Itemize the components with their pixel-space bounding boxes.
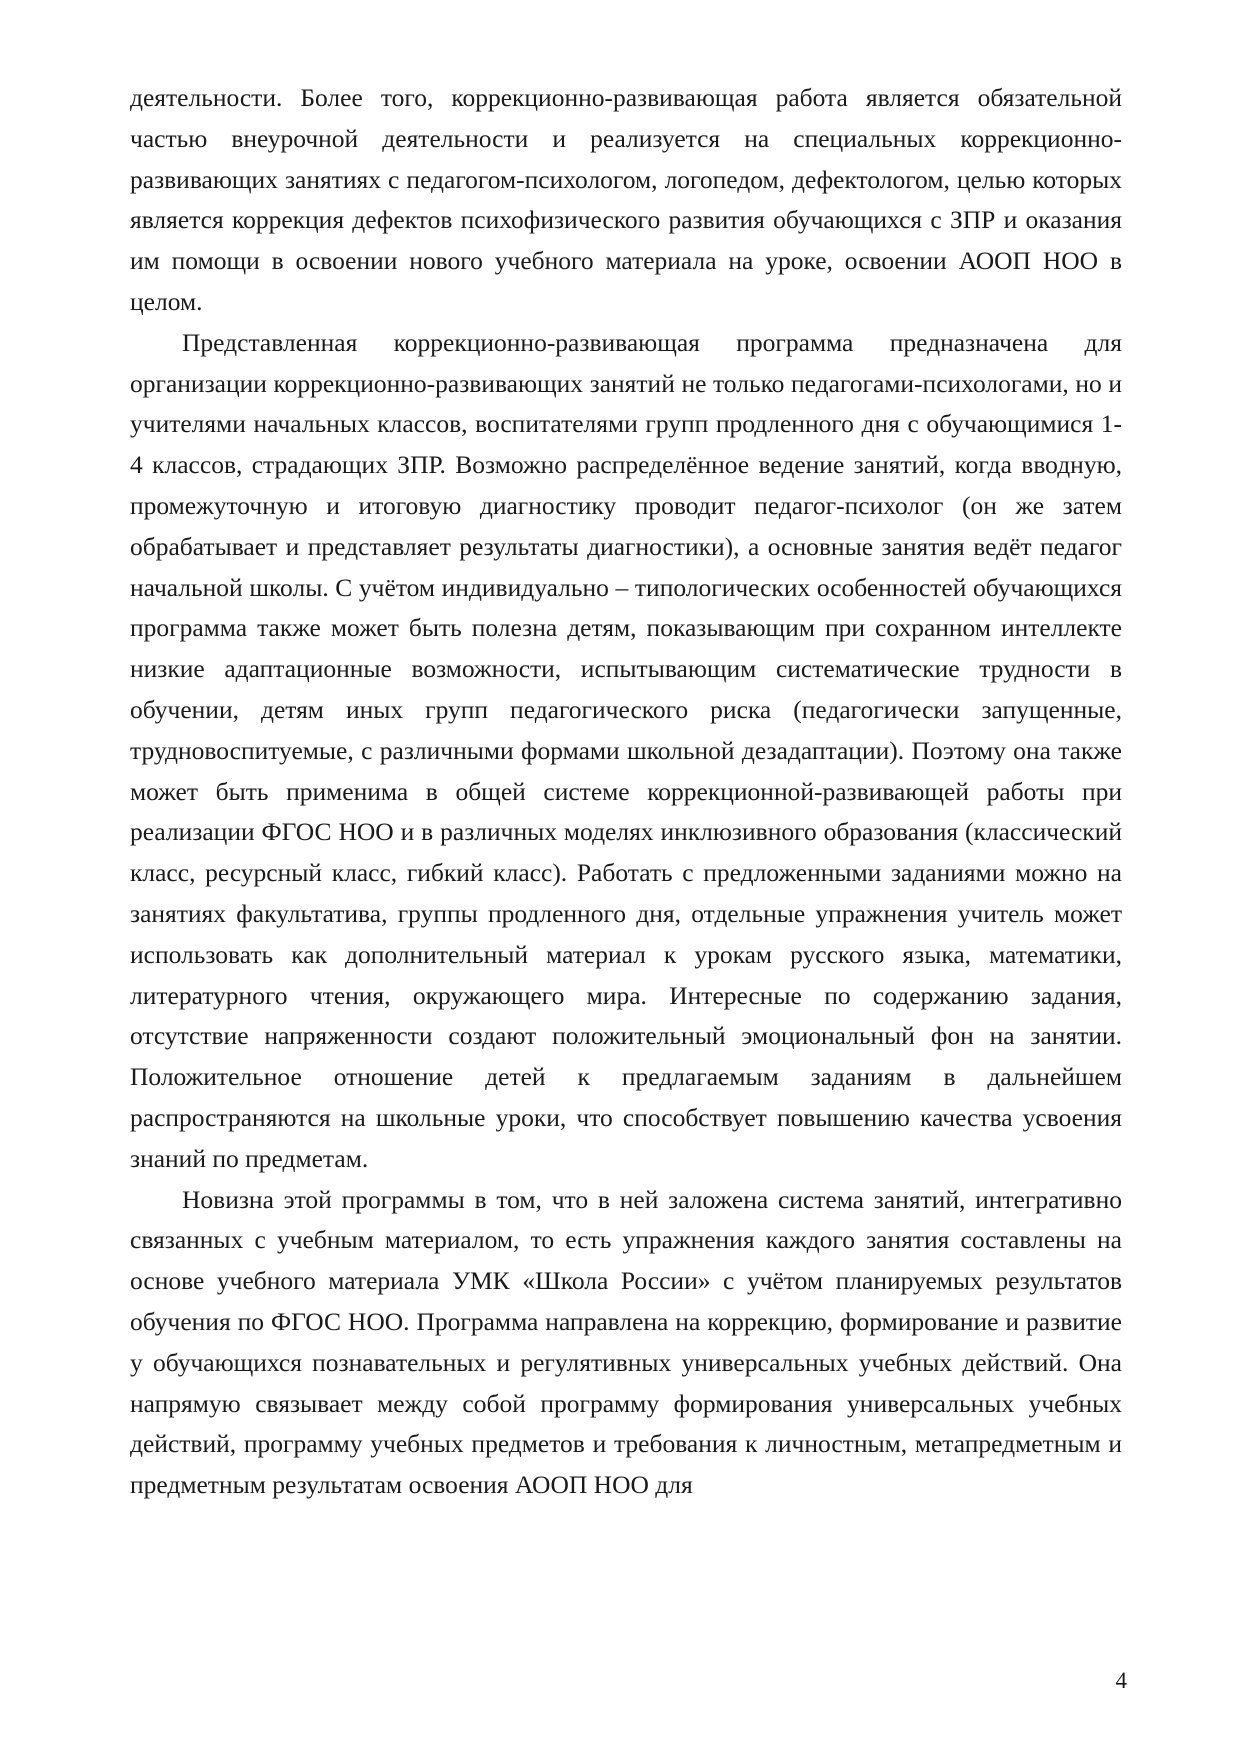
- page-number: 4: [1115, 1668, 1127, 1693]
- paragraph-program-purpose: Представленная коррекционно-развивающая программа предназначена для организации коррекционно-развивающих занятий не только педагогами-психологами, но и учителями начальных классов, воспитателями групп продленного дня с обучающимися 1-4 классов, страдающих ЗПР. Возможно распределённое ведение занятий, когда вводную, промежуточную и итоговую диагностику проводит педагог-психолог (он же затем обрабатывает и представляет результаты диагностики), а основные занятия ведёт педагог начальной школы. С учётом индивидуально – типологических особенностей обучающихся программа также может быть полезна детям, показывающим при сохранном интеллекте низкие адаптационные возможности, испытывающим систематические трудности в обучении, детям иных групп педагогического риска (педагогически запущенные, трудновоспитуемые, с различными формами школьной дезадаптации). Поэтому она также может быть применима в общей системе коррекционной-развивающей работы при реализации ФГОС НОО и в различных моделях инклюзивного образования (классический класс, ресурсный класс, гибкий класс). Работать с предложенными заданиями можно на занятиях факультатива, группы продленного дня, отдельные упражнения учитель может использовать как дополнительный материал к урокам русского языка, математики, литературного чтения, окружающего мира. Интересные по содержанию задания, отсутствие напряженности создают положительный эмоциональный фон на занятии. Положительное отношение детей к предлагаемым заданиям в дальнейшем распространяются на школьные уроки, что способствует повышению качества усвоения знаний по предметам.: [130, 327, 1122, 1173]
- paragraph-program-novelty: Новизна этой программы в том, что в ней заложена система занятий, интегративно связанных с учебным материалом, то есть упражнения каждого занятия составлены на основе учебного материала УМК «Школа России» с учётом планируемых результатов обучения по ФГОС НОО. Программа направлена на коррекцию, формирование и развитие у обучающихся познавательных и регулятивных универсальных учебных действий. Она напрямую связывает между собой программу формирования универсальных учебных действий, программу учебных предметов и требования к личностным, метапредметным и предметным результатам освоения АООП НОО для: [130, 1184, 1122, 1500]
- paragraph-continuation: деятельности. Более того, коррекционно-развивающая работа является обязательной частью внеурочной деятельности и реализуется на специальных коррекционно-развивающих занятиях с педагогом-психологом, логопедом, дефектологом, целью которых является коррекция дефектов психофизического развития обучающихся с ЗПР и оказания им помощи в освоении нового учебного материала на уроке, освоении АООП НОО в целом.: [130, 83, 1122, 316]
- document-body: [130, 78, 1122, 1506]
